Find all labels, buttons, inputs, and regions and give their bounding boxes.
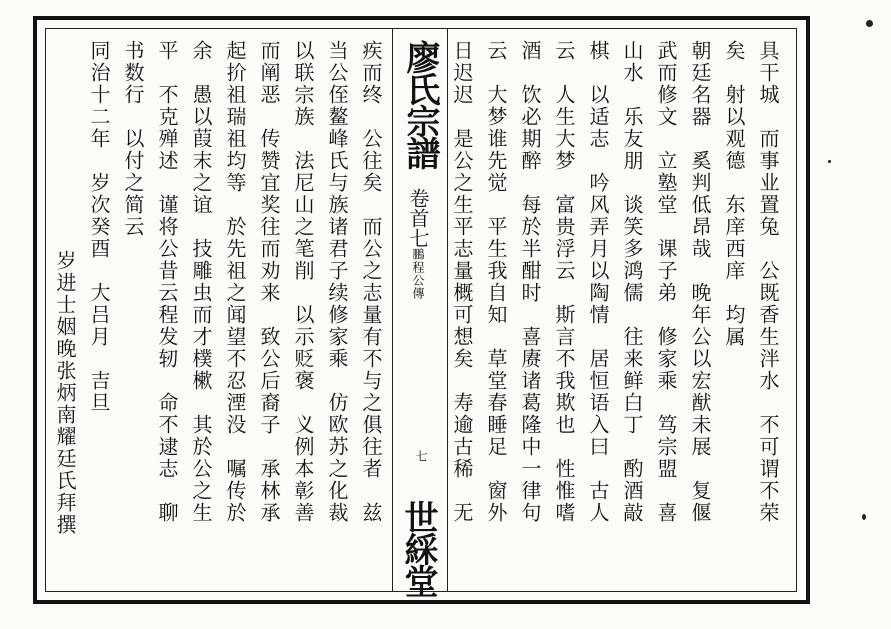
- text-column-r7: 云 人生大梦 富贵浮云 斯言不我欺也 性惟嗜: [552, 40, 576, 524]
- text-column-r8: 酒 饮必期醉 每於半酣时 喜赓诸葛隆中一律句: [518, 40, 542, 524]
- ink-speck: [828, 160, 831, 163]
- text-column-l3: 以联宗族 法尼山之笔削 以示贬褒 义例本彰善: [291, 40, 315, 524]
- text-column-r9: 云 大梦谁先觉 平生我自知 草堂春睡足 窗外: [484, 40, 508, 524]
- page-number: 七: [414, 450, 428, 462]
- volume-label: 卷首七: [406, 188, 430, 248]
- text-column-r3: 朝廷名器 奚判低昂哉 晚年公以宏猷未展 复偃: [688, 40, 712, 524]
- book-title: 廖氏宗譜: [400, 40, 440, 168]
- text-column-r10: 日迟迟 是公之生平志量概可想矣 寿逾古稀 无: [450, 40, 474, 524]
- text-column-l6: 余 愚以葭末之谊 技雕虫而才樸樕 其於公之生: [189, 40, 213, 524]
- text-column-l10: 岁进士姻晚张炳南耀廷氏拜撰: [53, 250, 77, 536]
- text-column-l9: 同治十二年 岁次癸酉 大吕月 吉旦: [87, 40, 111, 414]
- text-column-l2: 当公侄鳌峰氏与族诸君子续修家乘 仿欧苏之化裁: [325, 40, 349, 524]
- text-column-l8: 书数行 以付之简云: [121, 40, 145, 238]
- text-column-r6: 棋 以适志 吟风弄月以陶情 居恒语入曰 古人: [586, 40, 610, 524]
- biography-subject: 鵬程公傳: [411, 248, 425, 300]
- text-column-r2: 矣 射以观德 东庠西庠 均属: [722, 40, 746, 348]
- text-column-l5: 起扴祖瑞祖均等 於先祖之闻望不忍湮没 嘱传於: [223, 40, 247, 524]
- text-column-l7: 平 不克殚述 谨将公昔云程发轫 命不逮志 聊: [155, 40, 179, 524]
- text-column-r4: 武而修文 立塾堂 课子弟 修家乘 笃宗盟 喜: [654, 40, 678, 524]
- hall-name: 世綵堂: [398, 500, 438, 596]
- text-column-l4: 而阐恶 传赞宜奖往而劝来 致公后裔子 承林承: [257, 40, 281, 524]
- ink-speck: [866, 20, 873, 27]
- text-column-r5: 山水 乐友朋 谈笑多鸿儒 往来鲜白丁 酌酒敲: [620, 40, 644, 524]
- text-column-r1: 具干城 而事业置兔 公既香生泮水 不可谓不荣: [756, 40, 780, 524]
- ink-speck: [862, 514, 866, 520]
- text-column-l1: 疾而终 公往矣 而公之志量有不与之俱往者 兹: [359, 40, 383, 524]
